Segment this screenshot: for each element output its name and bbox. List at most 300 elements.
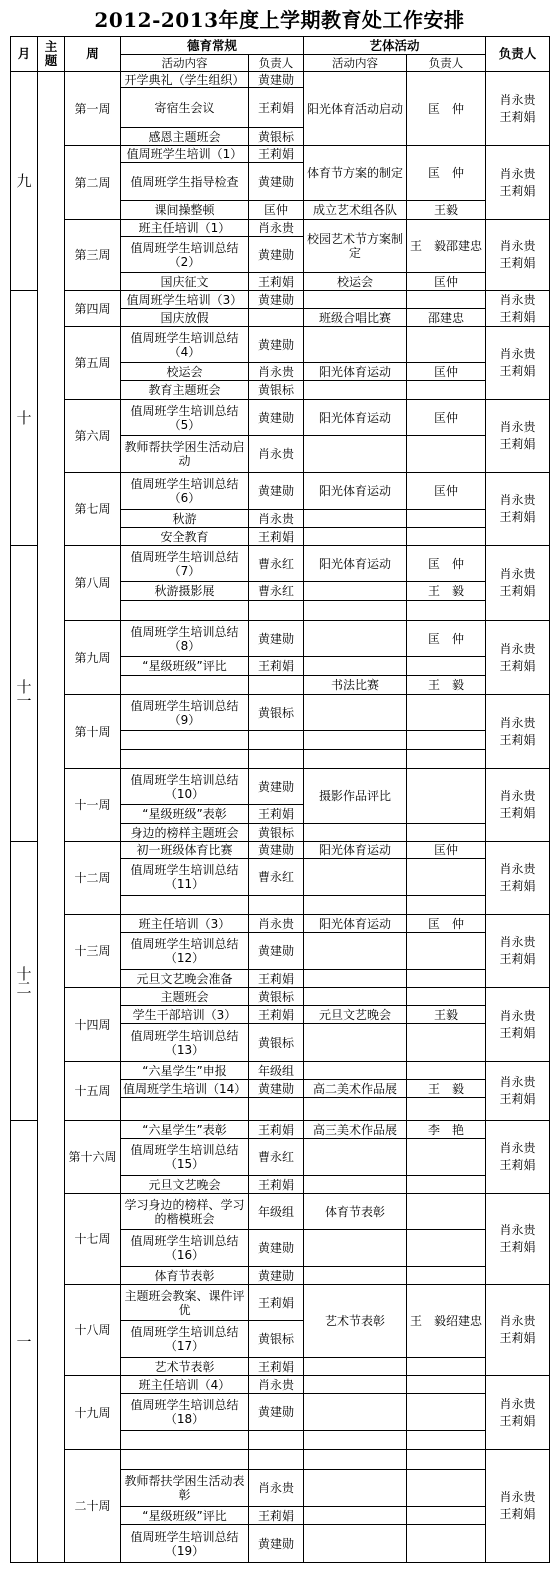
arts-content bbox=[304, 327, 407, 363]
header-moral-content: 活动内容 bbox=[121, 55, 249, 72]
arts-person bbox=[407, 695, 486, 731]
moral-content: 校运会 bbox=[121, 363, 249, 381]
moral-person: 黄建勋 bbox=[249, 291, 304, 309]
moral-person: 王莉娟 bbox=[249, 1285, 304, 1321]
arts-person: 王 毅绍建忠 bbox=[407, 1285, 486, 1358]
arts-person: 王 毅 bbox=[407, 1080, 486, 1098]
header-arts: 艺体活动 bbox=[304, 37, 486, 55]
moral-person bbox=[249, 309, 304, 327]
responsible-cell: 肖永贵 王莉娟 bbox=[486, 695, 550, 769]
week-cell: 第二周 bbox=[65, 146, 121, 220]
arts-person bbox=[407, 1194, 486, 1230]
moral-content: 教育主题班会 bbox=[121, 381, 249, 400]
week-cell: 第十六周 bbox=[65, 1121, 121, 1194]
arts-content bbox=[304, 1358, 407, 1376]
moral-content: 班主任培训（4） bbox=[121, 1376, 249, 1394]
arts-content bbox=[304, 1176, 407, 1194]
moral-person: 王莉娟 bbox=[249, 1176, 304, 1194]
arts-person bbox=[407, 436, 486, 473]
moral-content: 开学典礼（学生组织） bbox=[121, 72, 249, 88]
moral-person: 王莉娟 bbox=[249, 657, 304, 676]
moral-person: 黄建勋 bbox=[249, 769, 304, 805]
moral-content: 值周班学生培训总结（9） bbox=[121, 695, 249, 731]
moral-person: 黄建勋 bbox=[249, 1080, 304, 1098]
moral-person: 曹永红 bbox=[249, 546, 304, 582]
table-row bbox=[11, 695, 550, 731]
moral-content: 值周班学生培训总结（19） bbox=[121, 1525, 249, 1563]
moral-person: 肖永贵 bbox=[249, 436, 304, 473]
moral-person: 黄建勋 bbox=[249, 327, 304, 363]
arts-content bbox=[304, 1139, 407, 1176]
header-arts-content: 活动内容 bbox=[304, 55, 407, 72]
arts-content: 校园艺术节方案制定 bbox=[304, 220, 407, 273]
arts-person: 李 艳 bbox=[407, 1121, 486, 1139]
moral-person: 黄建勋 bbox=[249, 237, 304, 273]
moral-content: 值周班学生培训总结（7） bbox=[121, 546, 249, 582]
responsible-cell: 肖永贵 王莉娟 bbox=[486, 400, 550, 473]
week-cell: 十五周 bbox=[65, 1062, 121, 1121]
table-row bbox=[11, 769, 550, 805]
responsible-cell: 肖永贵 王莉娟 bbox=[486, 1121, 550, 1194]
responsible-cell: 肖永贵 王莉娟 bbox=[486, 842, 550, 915]
moral-content: 身边的榜样主题班会 bbox=[121, 824, 249, 842]
arts-person bbox=[407, 1267, 486, 1285]
theme-cell bbox=[38, 72, 65, 1563]
arts-content: 书法比赛 bbox=[304, 676, 407, 695]
moral-person: 肖永贵 bbox=[249, 220, 304, 237]
responsible-cell: 肖永贵 王莉娟 bbox=[486, 72, 550, 146]
header-responsible: 负责人 bbox=[486, 37, 550, 72]
week-cell: 十四周 bbox=[65, 988, 121, 1062]
moral-person: 黄银标 bbox=[249, 381, 304, 400]
moral-person: 肖永贵 bbox=[249, 1376, 304, 1394]
moral-content: 值周班学生培训总结（8） bbox=[121, 621, 249, 657]
moral-person: 黄建勋 bbox=[249, 400, 304, 436]
week-cell: 十七周 bbox=[65, 1194, 121, 1285]
moral-content: 值周班学生培训总结（18） bbox=[121, 1394, 249, 1431]
arts-content bbox=[304, 1267, 407, 1285]
moral-content: 值周班学生培训总结（4） bbox=[121, 327, 249, 363]
arts-content bbox=[304, 859, 407, 896]
arts-person bbox=[407, 601, 486, 621]
arts-content: 元旦文艺晚会 bbox=[304, 1006, 407, 1024]
moral-person bbox=[249, 750, 304, 769]
moral-content bbox=[121, 896, 249, 915]
arts-person: 邵建忠 bbox=[407, 309, 486, 327]
arts-content bbox=[304, 291, 407, 309]
arts-content bbox=[304, 1230, 407, 1267]
month-cell: 十 bbox=[11, 291, 38, 546]
moral-content: 秋游 bbox=[121, 510, 249, 528]
arts-person bbox=[407, 731, 486, 750]
week-cell: 十八周 bbox=[65, 1285, 121, 1376]
arts-content bbox=[304, 1098, 407, 1121]
moral-content: “星级班级”评比 bbox=[121, 1507, 249, 1525]
arts-content: 高二美术作品展 bbox=[304, 1080, 407, 1098]
moral-person: 年级组 bbox=[249, 1194, 304, 1230]
moral-person: 王莉娟 bbox=[249, 1507, 304, 1525]
arts-person: 王毅 bbox=[407, 1006, 486, 1024]
moral-person: 王莉娟 bbox=[249, 1358, 304, 1376]
moral-content: 寄宿生会议 bbox=[121, 88, 249, 128]
week-cell: 二十周 bbox=[65, 1450, 121, 1563]
arts-person: 王 毅 bbox=[407, 676, 486, 695]
arts-content bbox=[304, 824, 407, 842]
moral-person bbox=[249, 1450, 304, 1470]
moral-person: 年级组 bbox=[249, 1062, 304, 1080]
arts-content: 艺术节表彰 bbox=[304, 1285, 407, 1358]
week-cell: 第五周 bbox=[65, 327, 121, 400]
moral-person bbox=[249, 1431, 304, 1450]
moral-person: 黄建勋 bbox=[249, 163, 304, 201]
moral-person: 黄银标 bbox=[249, 988, 304, 1006]
responsible-cell: 肖永贵 王莉娟 bbox=[486, 327, 550, 400]
arts-content bbox=[304, 601, 407, 621]
moral-person: 肖永贵 bbox=[249, 1470, 304, 1507]
arts-person: 匡仲 bbox=[407, 842, 486, 859]
moral-content: 值周班学生培训（1） bbox=[121, 146, 249, 163]
arts-person: 匡 仲 bbox=[407, 146, 486, 201]
arts-content: 高三美术作品展 bbox=[304, 1121, 407, 1139]
week-cell: 十二周 bbox=[65, 842, 121, 915]
moral-person: 黄建勋 bbox=[249, 1230, 304, 1267]
responsible-cell: 肖永贵 王莉娟 bbox=[486, 291, 550, 327]
responsible-cell: 肖永贵 王莉娟 bbox=[486, 769, 550, 842]
arts-content bbox=[304, 1507, 407, 1525]
schedule-table bbox=[10, 36, 550, 1563]
moral-content: 体育节表彰 bbox=[121, 1267, 249, 1285]
arts-person: 匡 仲 bbox=[407, 915, 486, 933]
moral-person: 王莉娟 bbox=[249, 88, 304, 128]
table-row bbox=[11, 327, 550, 363]
arts-content: 成立艺术组各队 bbox=[304, 201, 407, 220]
moral-person: 黄银标 bbox=[249, 1321, 304, 1358]
moral-content bbox=[121, 601, 249, 621]
moral-content: 元旦文艺晚会准备 bbox=[121, 970, 249, 988]
moral-content: 课间操整顿 bbox=[121, 201, 249, 220]
table-row bbox=[11, 915, 550, 933]
arts-content bbox=[304, 1450, 407, 1470]
arts-person bbox=[407, 896, 486, 915]
arts-person: 王 毅 bbox=[407, 582, 486, 601]
responsible-cell: 肖永贵 王莉娟 bbox=[486, 473, 550, 546]
responsible-cell: 肖永贵 王莉娟 bbox=[486, 1376, 550, 1450]
moral-person: 黄建勋 bbox=[249, 72, 304, 88]
arts-person bbox=[407, 769, 486, 824]
arts-person bbox=[407, 988, 486, 1006]
arts-content bbox=[304, 1431, 407, 1450]
arts-person bbox=[407, 528, 486, 546]
moral-person bbox=[249, 601, 304, 621]
moral-person: 王莉娟 bbox=[249, 970, 304, 988]
arts-content bbox=[304, 1394, 407, 1431]
arts-content bbox=[304, 750, 407, 769]
moral-person: 曹永红 bbox=[249, 859, 304, 896]
arts-content bbox=[304, 933, 407, 970]
arts-content bbox=[304, 896, 407, 915]
arts-person bbox=[407, 1376, 486, 1394]
responsible-cell: 肖永贵 王莉娟 bbox=[486, 1450, 550, 1563]
moral-person: 王莉娟 bbox=[249, 805, 304, 824]
responsible-cell: 肖永贵 王莉娟 bbox=[486, 1285, 550, 1376]
table-row bbox=[11, 1121, 550, 1139]
table-row bbox=[11, 220, 550, 237]
moral-content bbox=[121, 1450, 249, 1470]
arts-content bbox=[304, 1376, 407, 1394]
responsible-cell: 肖永贵 王莉娟 bbox=[486, 915, 550, 988]
moral-person: 王莉娟 bbox=[249, 273, 304, 291]
week-cell: 十一周 bbox=[65, 769, 121, 842]
moral-content: 值周班学生培训总结（11） bbox=[121, 859, 249, 896]
arts-person bbox=[407, 1062, 486, 1080]
moral-person: 黄建勋 bbox=[249, 621, 304, 657]
moral-person: 黄建勋 bbox=[249, 1525, 304, 1563]
arts-person bbox=[407, 657, 486, 676]
responsible-cell: 肖永贵 王莉娟 bbox=[486, 988, 550, 1062]
arts-content bbox=[304, 970, 407, 988]
week-cell: 十九周 bbox=[65, 1376, 121, 1450]
arts-person: 王 毅邵建忠 bbox=[407, 220, 486, 273]
arts-person bbox=[407, 1176, 486, 1194]
moral-content: 元旦文艺晚会 bbox=[121, 1176, 249, 1194]
header-moral-person: 负责人 bbox=[249, 55, 304, 72]
arts-content: 阳光体育活动启动 bbox=[304, 72, 407, 146]
table-row bbox=[11, 72, 550, 88]
week-cell: 第八周 bbox=[65, 546, 121, 621]
month-cell: 十 二 bbox=[11, 842, 38, 1121]
arts-person bbox=[407, 1230, 486, 1267]
week-cell: 第一周 bbox=[65, 72, 121, 146]
moral-content: 班主任培训（1） bbox=[121, 220, 249, 237]
arts-person bbox=[407, 750, 486, 769]
moral-person: 王莉娟 bbox=[249, 528, 304, 546]
moral-content: 值周班学生培训总结（12） bbox=[121, 933, 249, 970]
arts-person bbox=[407, 1098, 486, 1121]
arts-person bbox=[407, 824, 486, 842]
moral-content: 值周班学生培训总结（2） bbox=[121, 237, 249, 273]
header-theme: 主题 bbox=[38, 37, 65, 72]
header-arts-person: 负责人 bbox=[407, 55, 486, 72]
moral-content: 班主任培训（3） bbox=[121, 915, 249, 933]
moral-content: 国庆放假 bbox=[121, 309, 249, 327]
moral-person: 王莉娟 bbox=[249, 1006, 304, 1024]
arts-content: 摄影作品评比 bbox=[304, 769, 407, 824]
arts-content bbox=[304, 528, 407, 546]
moral-person: 黄建勋 bbox=[249, 842, 304, 859]
moral-content: 值周班学生培训（3） bbox=[121, 291, 249, 309]
moral-content: 值周班学生培训（14） bbox=[121, 1080, 249, 1098]
moral-person: 黄建勋 bbox=[249, 1394, 304, 1431]
arts-person bbox=[407, 1358, 486, 1376]
moral-content: 值周班学生培训总结（13） bbox=[121, 1024, 249, 1062]
week-cell: 第四周 bbox=[65, 291, 121, 327]
moral-content: “六星学生”申报 bbox=[121, 1062, 249, 1080]
arts-content bbox=[304, 1062, 407, 1080]
table-row bbox=[11, 621, 550, 657]
arts-person: 匡仲 bbox=[407, 473, 486, 510]
table-row bbox=[11, 842, 550, 859]
arts-content: 班级合唱比赛 bbox=[304, 309, 407, 327]
moral-content: 主题班会教案、课件评优 bbox=[121, 1285, 249, 1321]
moral-content: 感恩主题班会 bbox=[121, 128, 249, 146]
moral-content: 值周班学生培训总结（6） bbox=[121, 473, 249, 510]
arts-person: 王毅 bbox=[407, 201, 486, 220]
arts-person bbox=[407, 1394, 486, 1431]
arts-content bbox=[304, 695, 407, 731]
arts-person: 匡仲 bbox=[407, 273, 486, 291]
moral-person: 曹永红 bbox=[249, 1139, 304, 1176]
moral-person bbox=[249, 1098, 304, 1121]
arts-content: 体育节表彰 bbox=[304, 1194, 407, 1230]
arts-person: 匡 仲 bbox=[407, 621, 486, 657]
arts-person bbox=[407, 291, 486, 309]
arts-person bbox=[407, 327, 486, 363]
week-cell: 十三周 bbox=[65, 915, 121, 988]
table-row bbox=[11, 546, 550, 582]
arts-content: 体育节方案的制定 bbox=[304, 146, 407, 201]
header-week: 周 bbox=[65, 37, 121, 72]
arts-person bbox=[407, 1470, 486, 1507]
responsible-cell: 肖永贵 王莉娟 bbox=[486, 146, 550, 220]
moral-content: 值周班学生培训总结（17） bbox=[121, 1321, 249, 1358]
moral-person: 黄银标 bbox=[249, 824, 304, 842]
arts-content bbox=[304, 621, 407, 657]
arts-person bbox=[407, 1139, 486, 1176]
header-month: 月 bbox=[11, 37, 38, 72]
table-row bbox=[11, 1062, 550, 1080]
arts-content: 阳光体育运动 bbox=[304, 473, 407, 510]
table-row bbox=[11, 291, 550, 309]
moral-person: 王莉娟 bbox=[249, 146, 304, 163]
moral-content bbox=[121, 1431, 249, 1450]
month-cell: 十 一 bbox=[11, 546, 38, 842]
moral-content: 值周班学生培训总结（5） bbox=[121, 400, 249, 436]
table-row bbox=[11, 473, 550, 510]
week-cell: 第三周 bbox=[65, 220, 121, 291]
moral-content: 教师帮扶学困生活动表彰 bbox=[121, 1470, 249, 1507]
moral-person bbox=[249, 896, 304, 915]
arts-content: 校运会 bbox=[304, 273, 407, 291]
arts-person bbox=[407, 1431, 486, 1450]
moral-content bbox=[121, 731, 249, 750]
moral-content: 值周班学生指导检查 bbox=[121, 163, 249, 201]
arts-person: 匡 仲 bbox=[407, 546, 486, 582]
moral-content: “六星学生”表彰 bbox=[121, 1121, 249, 1139]
arts-content bbox=[304, 1024, 407, 1062]
moral-person: 肖永贵 bbox=[249, 915, 304, 933]
month-cell: 九 bbox=[11, 72, 38, 291]
moral-content: 学生干部培训（3） bbox=[121, 1006, 249, 1024]
moral-content: 值周班学生培训总结（15） bbox=[121, 1139, 249, 1176]
moral-person bbox=[249, 731, 304, 750]
moral-content: 安全教育 bbox=[121, 528, 249, 546]
arts-content: 阳光体育运动 bbox=[304, 842, 407, 859]
arts-content: 阳光体育运动 bbox=[304, 363, 407, 381]
moral-content: 国庆征文 bbox=[121, 273, 249, 291]
arts-person bbox=[407, 510, 486, 528]
moral-content bbox=[121, 676, 249, 695]
moral-content: 学习身边的榜样、学习的楷模班会 bbox=[121, 1194, 249, 1230]
moral-person: 黄建勋 bbox=[249, 933, 304, 970]
moral-person: 王莉娟 bbox=[249, 1121, 304, 1139]
table-row bbox=[11, 1285, 550, 1321]
arts-person bbox=[407, 1525, 486, 1563]
moral-content: 值周班学生培训总结（16） bbox=[121, 1230, 249, 1267]
arts-content bbox=[304, 731, 407, 750]
moral-person: 匡仲 bbox=[249, 201, 304, 220]
moral-content: 主题班会 bbox=[121, 988, 249, 1006]
week-cell: 第六周 bbox=[65, 400, 121, 473]
header-moral: 德育常规 bbox=[121, 37, 304, 55]
week-cell: 第十周 bbox=[65, 695, 121, 769]
moral-content: “星级班级”评比 bbox=[121, 657, 249, 676]
responsible-cell: 肖永贵 王莉娟 bbox=[486, 220, 550, 291]
arts-person bbox=[407, 381, 486, 400]
responsible-cell: 肖永贵 王莉娟 bbox=[486, 621, 550, 695]
week-cell: 第七周 bbox=[65, 473, 121, 546]
table-row bbox=[11, 1450, 550, 1470]
moral-content: “星级班级”表彰 bbox=[121, 805, 249, 824]
table-row bbox=[11, 988, 550, 1006]
arts-content: 阳光体育运动 bbox=[304, 400, 407, 436]
moral-content bbox=[121, 1098, 249, 1121]
responsible-cell: 肖永贵 王莉娟 bbox=[486, 1194, 550, 1285]
page-title: 2012-2013年度上学期教育处工作安排 bbox=[94, 7, 465, 32]
arts-person: 匡仲 bbox=[407, 400, 486, 436]
moral-person: 黄银标 bbox=[249, 695, 304, 731]
moral-content: 初一班级体育比赛 bbox=[121, 842, 249, 859]
moral-content: 秋游摄影展 bbox=[121, 582, 249, 601]
arts-person: 匡 仲 bbox=[407, 72, 486, 146]
moral-person: 曹永红 bbox=[249, 582, 304, 601]
moral-person: 肖永贵 bbox=[249, 363, 304, 381]
moral-content: 艺术节表彰 bbox=[121, 1358, 249, 1376]
arts-content bbox=[304, 988, 407, 1006]
arts-content bbox=[304, 582, 407, 601]
arts-content: 阳光体育运动 bbox=[304, 915, 407, 933]
arts-content bbox=[304, 1470, 407, 1507]
arts-person bbox=[407, 859, 486, 896]
moral-person: 黄建勋 bbox=[249, 1267, 304, 1285]
arts-content bbox=[304, 436, 407, 473]
week-cell: 第九周 bbox=[65, 621, 121, 695]
moral-content: 教师帮扶学困生活动启动 bbox=[121, 436, 249, 473]
moral-person: 肖永贵 bbox=[249, 510, 304, 528]
moral-content: 值周班学生培训总结（10） bbox=[121, 769, 249, 805]
arts-person bbox=[407, 1024, 486, 1062]
arts-content bbox=[304, 657, 407, 676]
arts-person: 匡仲 bbox=[407, 363, 486, 381]
moral-person: 黄建勋 bbox=[249, 473, 304, 510]
arts-person bbox=[407, 1450, 486, 1470]
arts-content bbox=[304, 1525, 407, 1563]
arts-person bbox=[407, 970, 486, 988]
arts-person bbox=[407, 933, 486, 970]
moral-person: 黄银标 bbox=[249, 128, 304, 146]
table-row bbox=[11, 400, 550, 436]
moral-content bbox=[121, 750, 249, 769]
responsible-cell: 肖永贵 王莉娟 bbox=[486, 546, 550, 621]
arts-content bbox=[304, 510, 407, 528]
table-row bbox=[11, 1194, 550, 1230]
moral-person: 黄银标 bbox=[249, 1024, 304, 1062]
moral-person bbox=[249, 676, 304, 695]
table-row bbox=[11, 1376, 550, 1394]
arts-content: 阳光体育运动 bbox=[304, 546, 407, 582]
table-row bbox=[11, 146, 550, 163]
responsible-cell: 肖永贵 王莉娟 bbox=[486, 1062, 550, 1121]
month-cell: 一 bbox=[11, 1121, 38, 1563]
